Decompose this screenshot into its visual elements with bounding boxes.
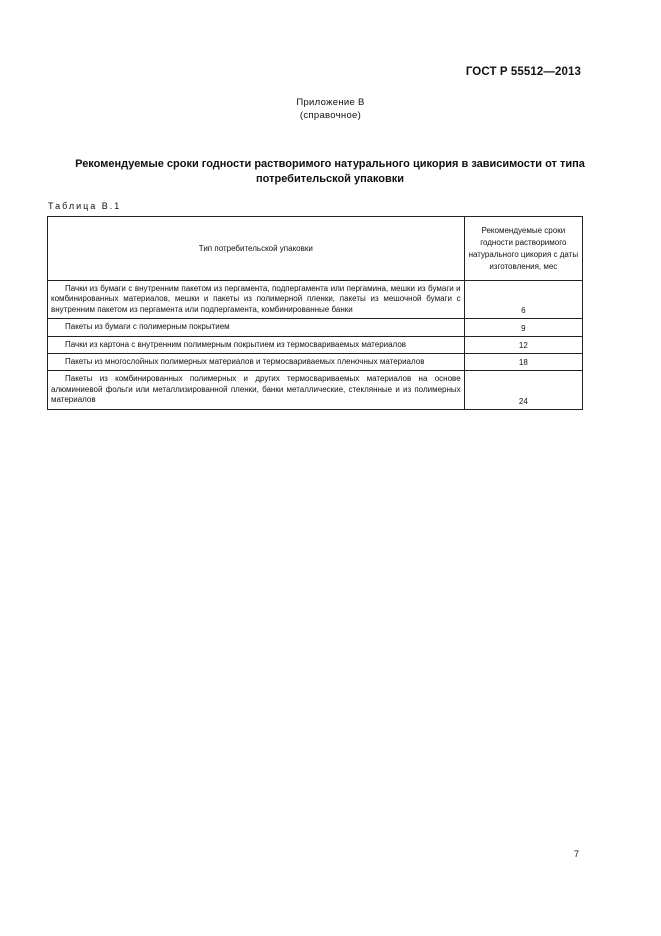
row-value: 18 xyxy=(464,354,582,371)
row-desc: Пачки из картона с внутренним полимерным покрытием из термосвариваемых материалов xyxy=(48,336,465,353)
shelf-life-table xyxy=(47,216,583,410)
table-row xyxy=(48,354,583,371)
page-title: Рекомендуемые сроки годности растворимого натурального цикория в зависимости от типа потребительской упаковки xyxy=(75,158,585,185)
page-number: 7 xyxy=(573,849,579,859)
header-shelf-life: Рекомендуемые сроки годности растворимого натурального цикория с даты изготовления, мес xyxy=(464,217,582,281)
row-value: 12 xyxy=(464,336,582,353)
table-caption: Таблица В.1 xyxy=(48,201,122,211)
row-desc: Пакеты из комбинированных полимерных и других термосвариваемых материалов на основе алюминиевой фольги или металлизированной пленки, банки металлические, стеклянные и из полимерных материалов xyxy=(48,371,465,409)
table-row xyxy=(48,319,583,336)
row-desc: Пакеты из бумаги с полимерным покрытием xyxy=(48,319,465,336)
table-row xyxy=(48,336,583,353)
row-desc: Пачки из бумаги с внутренним пакетом из пергамента, подпергамента или пергамина, мешки из бумаги и комбинированных материалов, мешки и пакеты из полимерной пленки, пакеты из мешочной бумаги с внутренним пакетом из пергамента или подпергамента, комбинированные банки xyxy=(48,281,465,319)
appendix-type: (справочное) xyxy=(299,110,362,121)
header-packaging-type: Тип потребительской упаковки xyxy=(48,217,465,281)
document-code: ГОСТ Р 55512—2013 xyxy=(465,66,581,78)
row-value: 24 xyxy=(464,371,582,409)
table-row xyxy=(48,281,583,319)
table-row xyxy=(48,371,583,409)
row-desc: Пакеты из многослойных полимерных материалов и термосвариваемых пленочных материалов xyxy=(48,354,465,371)
row-value: 9 xyxy=(464,319,582,336)
appendix-heading xyxy=(0,96,661,122)
table-header-row xyxy=(48,217,583,281)
row-value: 6 xyxy=(464,281,582,319)
appendix-label: Приложение В xyxy=(296,97,365,108)
